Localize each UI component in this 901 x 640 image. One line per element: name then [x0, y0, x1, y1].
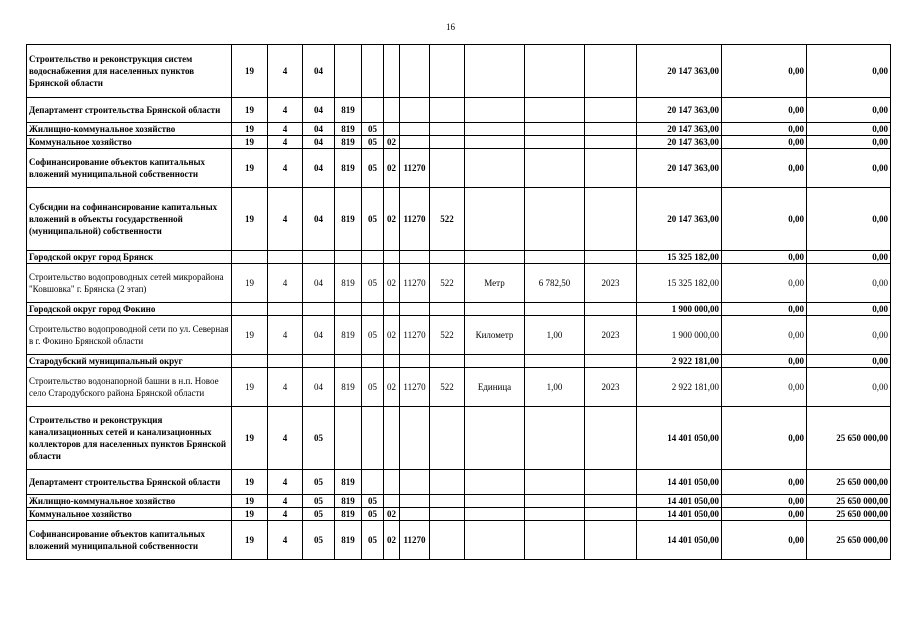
amount-year-3: 0,00 [807, 368, 891, 407]
table-row [27, 495, 891, 508]
amount-year-2: 0,00 [722, 316, 807, 355]
amount-year-2: 0,00 [722, 123, 807, 136]
code-subprogram: 05 [303, 508, 335, 521]
code-ministry: 19 [232, 136, 268, 149]
code-section [362, 45, 384, 98]
budget-table [26, 44, 891, 560]
code-program: 4 [268, 316, 303, 355]
code-expense-type [430, 521, 465, 560]
code-section [362, 407, 384, 470]
page-number: 16 [446, 22, 455, 32]
line-item-name: Департамент строительства Брянской области [27, 470, 232, 495]
code-program: 4 [268, 45, 303, 98]
code-ministry: 19 [232, 508, 268, 521]
code-subprogram [303, 355, 335, 368]
table-row [27, 45, 891, 98]
code-subsection [384, 251, 400, 264]
code-section [362, 470, 384, 495]
line-item-name: Софинансирование объектов капитальных вложений муниципальной собственности [27, 149, 232, 188]
code-expense-type [430, 123, 465, 136]
line-item-name: Коммунальное хозяйство [27, 136, 232, 149]
amount-year-2: 0,00 [722, 188, 807, 251]
code-subprogram: 04 [303, 368, 335, 407]
capacity-value [525, 508, 585, 521]
commissioning-year: 2023 [585, 264, 637, 303]
code-expense-type [430, 508, 465, 521]
capacity-value [525, 251, 585, 264]
table-row [27, 264, 891, 303]
amount-year-3: 0,00 [807, 123, 891, 136]
code-ministry: 19 [232, 470, 268, 495]
table-row [27, 368, 891, 407]
code-department: 819 [335, 264, 362, 303]
code-subsection [384, 407, 400, 470]
code-direction: 11270 [400, 264, 430, 303]
line-item-name: Строительство водонапорной башни в н.п. Новое село Стародубского района Брянской области [27, 368, 232, 407]
unit-of-measure [465, 470, 525, 495]
amount-year-2: 0,00 [722, 521, 807, 560]
code-expense-type [430, 98, 465, 123]
code-direction [400, 407, 430, 470]
capacity-value: 1,00 [525, 368, 585, 407]
code-expense-type [430, 407, 465, 470]
unit-of-measure [465, 149, 525, 188]
capacity-value [525, 303, 585, 316]
commissioning-year [585, 149, 637, 188]
code-subsection: 02 [384, 149, 400, 188]
amount-year-3: 25 650 000,00 [807, 508, 891, 521]
amount-year-2: 0,00 [722, 355, 807, 368]
commissioning-year [585, 355, 637, 368]
table-row [27, 149, 891, 188]
amount-year-1: 20 147 363,00 [637, 188, 722, 251]
table-row [27, 316, 891, 355]
code-department [335, 251, 362, 264]
amount-year-1: 15 325 182,00 [637, 251, 722, 264]
capacity-value [525, 149, 585, 188]
code-subprogram: 04 [303, 136, 335, 149]
code-section [362, 98, 384, 123]
amount-year-3: 0,00 [807, 251, 891, 264]
code-program: 4 [268, 149, 303, 188]
code-subprogram: 04 [303, 149, 335, 188]
amount-year-3: 25 650 000,00 [807, 521, 891, 560]
amount-year-2: 0,00 [722, 407, 807, 470]
table-body [27, 45, 891, 560]
code-section [362, 251, 384, 264]
commissioning-year [585, 188, 637, 251]
code-subsection [384, 123, 400, 136]
code-direction [400, 470, 430, 495]
amount-year-2: 0,00 [722, 149, 807, 188]
commissioning-year [585, 251, 637, 264]
code-program: 4 [268, 470, 303, 495]
code-expense-type: 522 [430, 264, 465, 303]
code-program: 4 [268, 188, 303, 251]
amount-year-3: 0,00 [807, 355, 891, 368]
code-direction: 11270 [400, 368, 430, 407]
code-department: 819 [335, 123, 362, 136]
capacity-value [525, 136, 585, 149]
amount-year-1: 14 401 050,00 [637, 407, 722, 470]
line-item-name: Строительство и реконструкция канализационных сетей и канализационных коллекторов для населенных пунктов Брянской области [27, 407, 232, 470]
code-expense-type: 522 [430, 368, 465, 407]
code-program: 4 [268, 495, 303, 508]
table-row [27, 508, 891, 521]
code-expense-type [430, 470, 465, 495]
code-subsection: 02 [384, 508, 400, 521]
code-section: 05 [362, 188, 384, 251]
amount-year-1: 15 325 182,00 [637, 264, 722, 303]
table-row [27, 303, 891, 316]
commissioning-year [585, 495, 637, 508]
unit-of-measure [465, 136, 525, 149]
code-subsection [384, 355, 400, 368]
amount-year-1: 2 922 181,00 [637, 368, 722, 407]
code-department [335, 303, 362, 316]
code-program: 4 [268, 136, 303, 149]
amount-year-3: 0,00 [807, 264, 891, 303]
code-section: 05 [362, 264, 384, 303]
unit-of-measure [465, 123, 525, 136]
code-subprogram: 04 [303, 45, 335, 98]
line-item-name: Жилищно-коммунальное хозяйство [27, 123, 232, 136]
commissioning-year [585, 45, 637, 98]
code-subsection: 02 [384, 188, 400, 251]
amount-year-1: 1 900 000,00 [637, 316, 722, 355]
code-ministry: 19 [232, 45, 268, 98]
code-subprogram [303, 303, 335, 316]
code-subprogram: 04 [303, 98, 335, 123]
capacity-value [525, 98, 585, 123]
amount-year-2: 0,00 [722, 45, 807, 98]
code-ministry: 19 [232, 521, 268, 560]
amount-year-3: 25 650 000,00 [807, 470, 891, 495]
code-subsection: 02 [384, 316, 400, 355]
code-department: 819 [335, 98, 362, 123]
code-ministry: 19 [232, 368, 268, 407]
commissioning-year: 2023 [585, 316, 637, 355]
unit-of-measure [465, 303, 525, 316]
code-section: 05 [362, 508, 384, 521]
unit-of-measure: Километр [465, 316, 525, 355]
code-program: 4 [268, 264, 303, 303]
amount-year-2: 0,00 [722, 470, 807, 495]
code-department: 819 [335, 368, 362, 407]
code-section: 05 [362, 521, 384, 560]
code-expense-type [430, 303, 465, 316]
code-subsection [384, 470, 400, 495]
code-department [335, 355, 362, 368]
code-direction: 11270 [400, 316, 430, 355]
unit-of-measure [465, 188, 525, 251]
capacity-value [525, 407, 585, 470]
line-item-name: Департамент строительства Брянской области [27, 98, 232, 123]
code-ministry: 19 [232, 123, 268, 136]
code-direction [400, 508, 430, 521]
code-program [268, 251, 303, 264]
code-department: 819 [335, 470, 362, 495]
code-subsection: 02 [384, 264, 400, 303]
code-program: 4 [268, 407, 303, 470]
commissioning-year [585, 521, 637, 560]
code-subsection: 02 [384, 136, 400, 149]
code-expense-type: 522 [430, 188, 465, 251]
code-expense-type [430, 45, 465, 98]
unit-of-measure [465, 355, 525, 368]
amount-year-3: 0,00 [807, 45, 891, 98]
amount-year-2: 0,00 [722, 368, 807, 407]
code-direction [400, 303, 430, 316]
code-section [362, 303, 384, 316]
amount-year-3: 0,00 [807, 136, 891, 149]
code-subsection [384, 495, 400, 508]
code-subprogram: 04 [303, 188, 335, 251]
unit-of-measure [465, 521, 525, 560]
code-expense-type [430, 495, 465, 508]
code-program: 4 [268, 123, 303, 136]
amount-year-1: 14 401 050,00 [637, 495, 722, 508]
code-ministry: 19 [232, 495, 268, 508]
code-direction [400, 251, 430, 264]
table-row [27, 251, 891, 264]
code-section: 05 [362, 316, 384, 355]
code-subsection: 02 [384, 368, 400, 407]
line-item-name: Строительство и реконструкция систем водоснабжения для населенных пунктов Брянской области [27, 45, 232, 98]
code-subsection [384, 303, 400, 316]
commissioning-year [585, 407, 637, 470]
unit-of-measure [465, 45, 525, 98]
unit-of-measure [465, 495, 525, 508]
code-ministry [232, 251, 268, 264]
code-department [335, 407, 362, 470]
table-row [27, 521, 891, 560]
code-department: 819 [335, 136, 362, 149]
code-subprogram: 05 [303, 495, 335, 508]
commissioning-year [585, 470, 637, 495]
amount-year-2: 0,00 [722, 303, 807, 316]
code-ministry: 19 [232, 98, 268, 123]
code-ministry: 19 [232, 149, 268, 188]
unit-of-measure: Метр [465, 264, 525, 303]
table-row [27, 355, 891, 368]
amount-year-1: 14 401 050,00 [637, 508, 722, 521]
code-section: 05 [362, 123, 384, 136]
table-row [27, 136, 891, 149]
line-item-name: Городской округ город Фокино [27, 303, 232, 316]
code-department: 819 [335, 188, 362, 251]
code-ministry: 19 [232, 407, 268, 470]
amount-year-3: 0,00 [807, 316, 891, 355]
code-department: 819 [335, 508, 362, 521]
code-direction [400, 45, 430, 98]
code-program: 4 [268, 98, 303, 123]
unit-of-measure [465, 98, 525, 123]
unit-of-measure [465, 251, 525, 264]
code-department: 819 [335, 316, 362, 355]
code-expense-type [430, 136, 465, 149]
amount-year-3: 25 650 000,00 [807, 407, 891, 470]
amount-year-3: 0,00 [807, 149, 891, 188]
code-subprogram: 04 [303, 316, 335, 355]
code-subsection [384, 98, 400, 123]
commissioning-year [585, 123, 637, 136]
code-program [268, 303, 303, 316]
code-department: 819 [335, 495, 362, 508]
code-expense-type [430, 355, 465, 368]
line-item-name: Строительство водопроводной сети по ул. Северная в г. Фокино Брянской области [27, 316, 232, 355]
capacity-value [525, 355, 585, 368]
code-direction: 11270 [400, 521, 430, 560]
code-subsection: 02 [384, 521, 400, 560]
table-row [27, 123, 891, 136]
code-subprogram: 04 [303, 123, 335, 136]
code-subprogram: 05 [303, 521, 335, 560]
commissioning-year [585, 98, 637, 123]
line-item-name: Стародубский муниципальный округ [27, 355, 232, 368]
amount-year-1: 20 147 363,00 [637, 123, 722, 136]
amount-year-1: 20 147 363,00 [637, 98, 722, 123]
code-direction [400, 355, 430, 368]
commissioning-year [585, 303, 637, 316]
line-item-name: Коммунальное хозяйство [27, 508, 232, 521]
amount-year-1: 2 922 181,00 [637, 355, 722, 368]
line-item-name: Жилищно-коммунальное хозяйство [27, 495, 232, 508]
code-department: 819 [335, 149, 362, 188]
code-expense-type: 522 [430, 316, 465, 355]
amount-year-1: 1 900 000,00 [637, 303, 722, 316]
code-expense-type [430, 149, 465, 188]
amount-year-3: 0,00 [807, 303, 891, 316]
code-direction [400, 123, 430, 136]
code-ministry: 19 [232, 188, 268, 251]
line-item-name: Строительство водопроводных сетей микрорайона "Ковшовка" г. Брянска (2 этап) [27, 264, 232, 303]
amount-year-2: 0,00 [722, 136, 807, 149]
amount-year-2: 0,00 [722, 98, 807, 123]
amount-year-2: 0,00 [722, 495, 807, 508]
amount-year-1: 14 401 050,00 [637, 521, 722, 560]
code-ministry: 19 [232, 316, 268, 355]
code-program [268, 355, 303, 368]
amount-year-1: 14 401 050,00 [637, 470, 722, 495]
code-direction [400, 136, 430, 149]
amount-year-3: 0,00 [807, 98, 891, 123]
code-subprogram [303, 251, 335, 264]
capacity-value [525, 495, 585, 508]
amount-year-1: 20 147 363,00 [637, 149, 722, 188]
amount-year-3: 25 650 000,00 [807, 495, 891, 508]
code-program: 4 [268, 521, 303, 560]
capacity-value [525, 521, 585, 560]
code-section: 05 [362, 368, 384, 407]
code-direction [400, 495, 430, 508]
code-section [362, 355, 384, 368]
code-direction: 11270 [400, 149, 430, 188]
code-ministry [232, 303, 268, 316]
code-ministry [232, 355, 268, 368]
code-subsection [384, 45, 400, 98]
table-row [27, 407, 891, 470]
code-expense-type [430, 251, 465, 264]
code-section: 05 [362, 495, 384, 508]
amount-year-1: 20 147 363,00 [637, 45, 722, 98]
code-direction: 11270 [400, 188, 430, 251]
table-row [27, 98, 891, 123]
table-row [27, 188, 891, 251]
code-direction [400, 98, 430, 123]
amount-year-1: 20 147 363,00 [637, 136, 722, 149]
code-section: 05 [362, 136, 384, 149]
amount-year-3: 0,00 [807, 188, 891, 251]
code-subprogram: 04 [303, 264, 335, 303]
commissioning-year [585, 508, 637, 521]
capacity-value: 6 782,50 [525, 264, 585, 303]
line-item-name: Городской округ город Брянск [27, 251, 232, 264]
code-department: 819 [335, 521, 362, 560]
unit-of-measure [465, 407, 525, 470]
unit-of-measure: Единица [465, 368, 525, 407]
code-program: 4 [268, 508, 303, 521]
amount-year-2: 0,00 [722, 264, 807, 303]
capacity-value [525, 123, 585, 136]
capacity-value [525, 45, 585, 98]
capacity-value: 1,00 [525, 316, 585, 355]
code-program: 4 [268, 368, 303, 407]
commissioning-year: 2023 [585, 368, 637, 407]
capacity-value [525, 470, 585, 495]
code-department [335, 45, 362, 98]
code-subprogram: 05 [303, 407, 335, 470]
code-ministry: 19 [232, 264, 268, 303]
commissioning-year [585, 136, 637, 149]
line-item-name: Софинансирование объектов капитальных вложений муниципальной собственности [27, 521, 232, 560]
unit-of-measure [465, 508, 525, 521]
table-row [27, 470, 891, 495]
code-subprogram: 05 [303, 470, 335, 495]
line-item-name: Субсидии на софинансирование капитальных вложений в объекты государственной (муниципальной) собственности [27, 188, 232, 251]
amount-year-2: 0,00 [722, 508, 807, 521]
amount-year-2: 0,00 [722, 251, 807, 264]
capacity-value [525, 188, 585, 251]
code-section: 05 [362, 149, 384, 188]
